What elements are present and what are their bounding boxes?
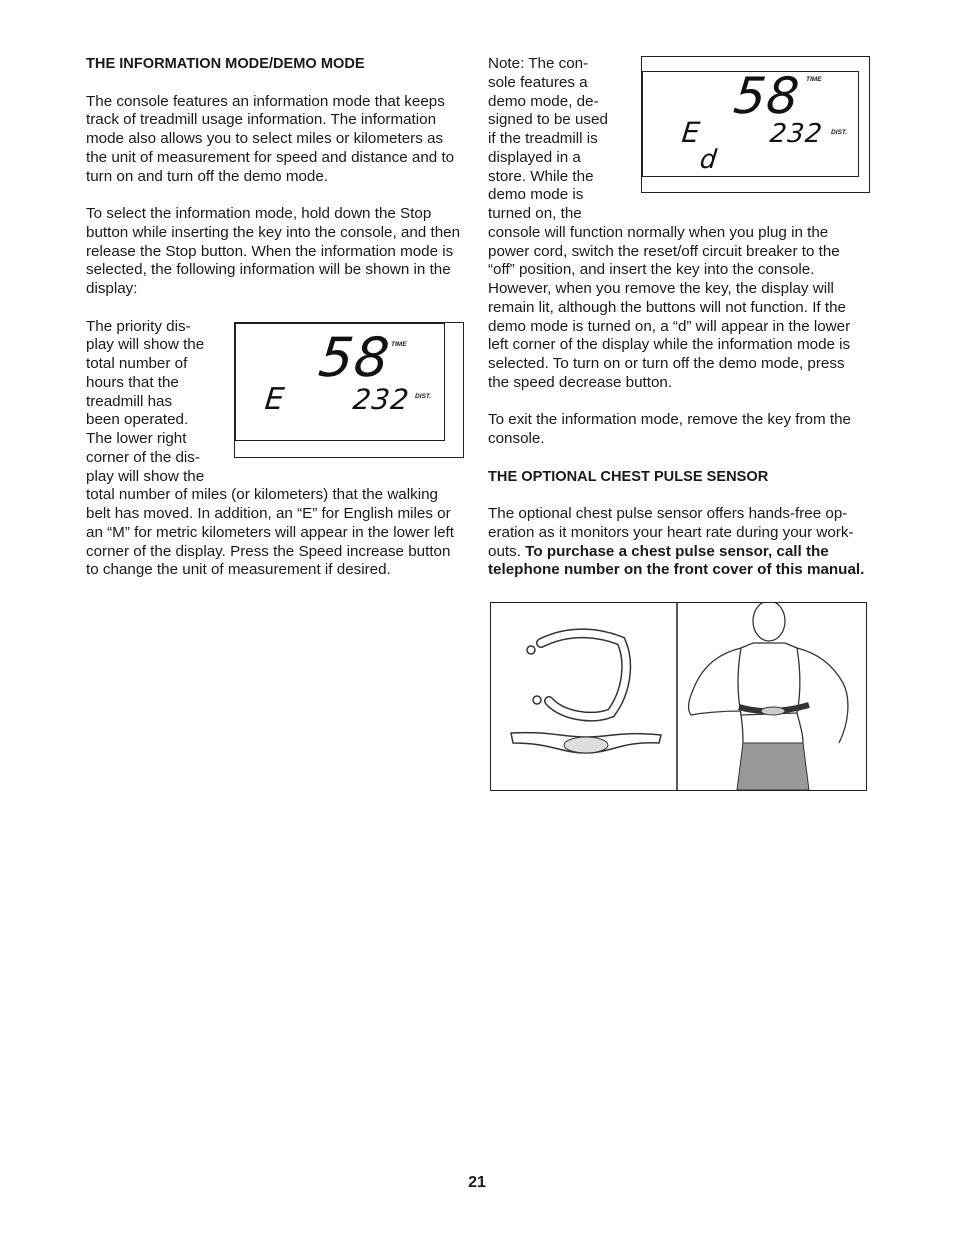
info-mode-select: To select the information mode, hold down the Stop button while inserting the key into the console, and then release the Stop button. When the information mode is selected, the following information will be shown in the display: bbox=[86, 205, 461, 297]
priority-display-text-continued: total number of miles (or kilometers) that the walking belt has moved. In addition, an “E” for English miles or an “M” for metric kilometers will appear in the lower left corner of the display. Press the Speed increase button to change the unit of measurement if desired. bbox=[86, 486, 454, 579]
info-mode-heading: THE INFORMATION MODE/DEMO MODE bbox=[86, 56, 365, 72]
time-label: TIME bbox=[391, 341, 407, 348]
distance-readout: 232 bbox=[351, 383, 412, 416]
dist-label: DIST. bbox=[831, 129, 848, 136]
unit-indicator: E bbox=[263, 382, 287, 417]
console-display-demo bbox=[641, 56, 870, 193]
chest-sensor-purchase: To purchase a chest pulse sensor, call the telephone number on the front cover of this manual. bbox=[488, 542, 865, 579]
exit-info-text: To exit the information mode, remove the key from the console. bbox=[488, 411, 851, 447]
dist-label: DIST. bbox=[415, 393, 432, 400]
chest-sensor-text: The optional chest pulse sensor offers hands-free op-eration as it monitors your heart rate during your work-outs. To purchase a chest pulse sensor, call the telephone number on the front cover of this manual. bbox=[488, 505, 865, 579]
unit-indicator: E bbox=[680, 116, 703, 149]
info-mode-intro: The console features an information mode that keeps track of treadmill usage information. The information mode also allows you to select miles or kilometers as the unit of measurement for speed and distance and to turn on and turn off the demo mode. bbox=[86, 92, 455, 185]
chest-strap-illustration bbox=[490, 602, 867, 791]
hours-readout: 58 bbox=[315, 326, 394, 389]
demo-indicator: d bbox=[698, 145, 720, 175]
chest-sensor-heading: THE OPTIONAL CHEST PULSE SENSOR bbox=[488, 468, 769, 485]
distance-readout: 232 bbox=[768, 119, 825, 149]
console-display-info bbox=[234, 322, 464, 458]
page-number: 21 bbox=[468, 1174, 486, 1191]
demo-note-continued: console will function normally when you plug in the power cord, switch the reset/off circuit breaker to the “off” position, and insert the key into the console. However, when you remove the key, the display will remain lit, although the buttons will not function. If the demo mode is turned on, a “d” will appear in the lower left corner of the display while the information mode is selected. To turn on or turn off the demo mode, press the speed decrease button. bbox=[488, 223, 851, 391]
hours-readout: 58 bbox=[730, 67, 803, 125]
chest-strap-drawing bbox=[491, 603, 866, 790]
time-label: TIME bbox=[806, 76, 822, 83]
priority-display-text: The priority dis- play will show the total number of hours that the treadmill has been operated. The lower right corner of the dis- play will show the bbox=[86, 317, 205, 485]
demo-note-text: Note: The con- sole features a demo mode, de- signed to be used if the treadmill is displayed in a store. While the demo mode is turned on, the bbox=[488, 55, 608, 222]
